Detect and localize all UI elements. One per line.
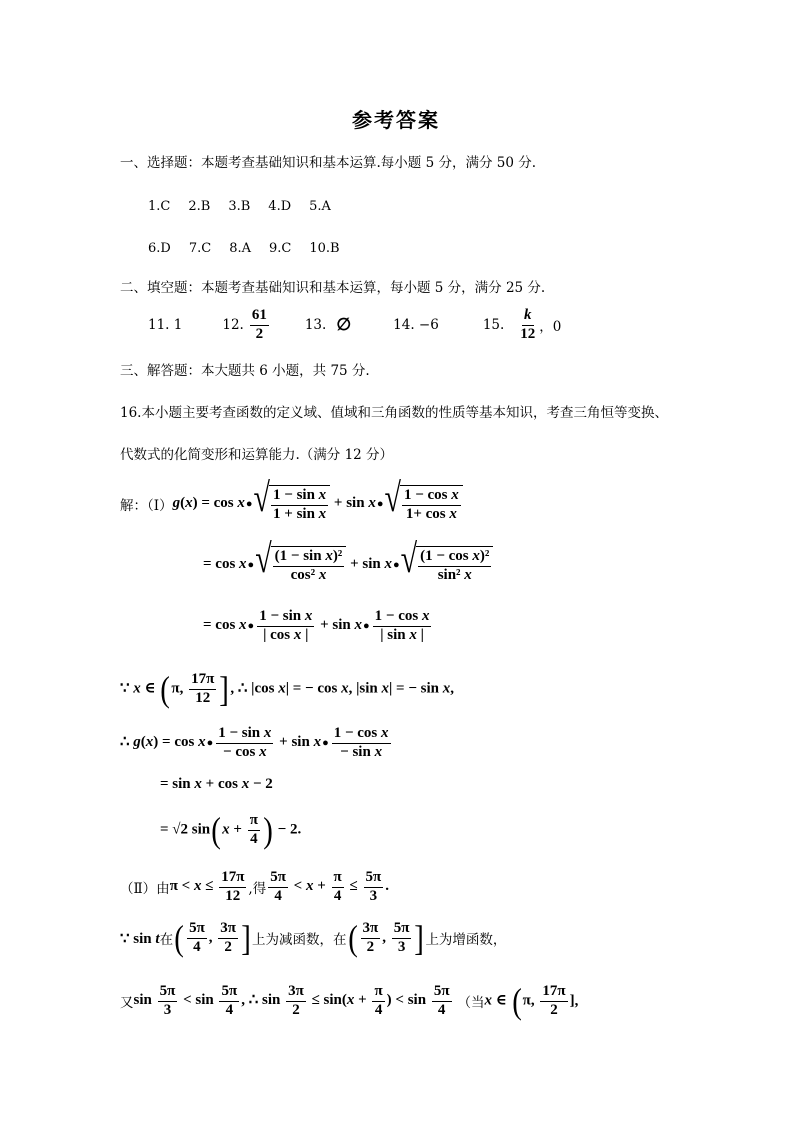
answer-item: 9.C bbox=[268, 241, 292, 256]
page-title: 参考答案 bbox=[352, 108, 440, 132]
math-expression: ∵ sin t bbox=[120, 930, 160, 947]
text-increasing: 上为增函数， bbox=[425, 932, 507, 948]
answer-item: 6.D bbox=[148, 241, 171, 256]
math-expression: ( $\frac{5\pi}{4}$ , $\frac{3\pi}{2}$ ] bbox=[174, 918, 251, 958]
equation-final bbox=[160, 806, 301, 854]
empty-set-symbol: ∅ bbox=[336, 315, 352, 334]
answer-item: 7.C bbox=[188, 241, 212, 256]
answer-15-fraction: $\frac{k}{12}$ bbox=[520, 307, 536, 342]
text-decreasing: 上为减函数，在 bbox=[252, 932, 347, 948]
text-de: ,得 bbox=[248, 881, 267, 897]
section2-heading: 二、填空题：本题考查基础知识和基本运算，每小题 5 分，满分 25 分. bbox=[120, 280, 546, 296]
math-expression: $\frac{5\pi}{4}$ < x + $\frac{\pi}{4}$ ≤ $\frac{5\pi}{3}$ . bbox=[270, 869, 389, 904]
section1-heading: 一、选择题：本题考查基础知识和基本运算.每小题 5 分，满分 50 分. bbox=[120, 155, 537, 171]
part2-line1 bbox=[120, 866, 389, 908]
text-zai: 在 bbox=[159, 932, 174, 948]
part2-line3 bbox=[120, 978, 578, 1024]
answer-15-tail: ，0 bbox=[539, 319, 562, 335]
equation-simplified: = sin x + cos x − 2 bbox=[160, 776, 273, 792]
math-expression: ∵ x ∈ (π, $\frac{17\pi}{12}$ ], ∴ |cos x| = − cos x, |sin x| = − sin x, bbox=[120, 669, 454, 709]
answer-item: 1.C bbox=[148, 199, 171, 214]
answer-11: 11. 1 bbox=[148, 317, 183, 333]
text-dang: （当 bbox=[457, 995, 485, 1011]
math-expression: = cos x● √ $\frac{\text{(1 − sin x)²}}{\text{cos² x}}$ + sin x● √ $\frac{\text{(1 − cos x)²}}{\text{sin² x}}$ bbox=[203, 546, 493, 584]
answer-15-label: 15. bbox=[482, 317, 505, 333]
solution-label: 解：（Ⅰ） bbox=[120, 498, 173, 514]
part2-label: （Ⅱ）由 bbox=[120, 881, 170, 897]
math-expression: ( $\frac{3\pi}{2}$ , $\frac{5\pi}{3}$ ] bbox=[347, 918, 425, 958]
answer-item: 8.A bbox=[229, 241, 251, 256]
answer-item: 10.B bbox=[309, 241, 340, 256]
section3-heading: 三、解答题：本大题共 6 小题，共 75 分. bbox=[120, 363, 370, 379]
math-expression: = cos x● $\frac{\text{1 − sin x}}{\text{| cos x |}}$ + sin x● $\frac{\text{1 − cos x}}{\text{| sin x |}}$ bbox=[203, 608, 430, 643]
answer-13-label: 13. bbox=[304, 317, 327, 333]
answer-item: 5.A bbox=[309, 199, 331, 214]
q16-description-line1: 16.本小题主要考查函数的定义域、值域和三角函数的性质等基本知识，考查三角恒等变换、 bbox=[120, 405, 668, 421]
part2-line2 bbox=[120, 915, 506, 961]
answer-item: 4.D bbox=[268, 199, 292, 214]
choice-answers-row1 bbox=[148, 195, 349, 214]
q16-description-line2: 代数式的化简变形和运算能力.（满分 12 分） bbox=[120, 447, 394, 463]
choice-answers-row2 bbox=[148, 237, 358, 256]
math-expression: x ∈ (π, $\frac{17\pi}{2}$ bbox=[484, 981, 566, 1021]
answer-item: 3.B bbox=[228, 199, 251, 214]
answer-14: 14. −6 bbox=[393, 317, 439, 333]
answer-12-label: 12. bbox=[222, 317, 244, 333]
math-expression: ∴ g(x) = cos x● $\frac{\text{1 − sin x}}{\text{− cos x}}$ + sin x● $\frac{\text{1 − cos x}}{\text{− sin x}}$ bbox=[120, 725, 389, 760]
math-expression: π < x ≤ $\frac{17\pi}{12}$ bbox=[169, 869, 245, 904]
equation-line-1 bbox=[120, 475, 463, 526]
answer-item: 2.B bbox=[188, 199, 211, 214]
equation-because bbox=[120, 666, 454, 712]
fill-answers-row bbox=[148, 304, 561, 346]
equation-line-2 bbox=[203, 536, 493, 589]
math-expression: sin $\frac{5\pi}{3}$ < sin $\frac{5\pi}{4}$ , ∴ sin $\frac{3\pi}{2}$ ≤ sin(x + $\frac{\pi}{4}$ ) < sin $\frac{5\pi}{4}$ bbox=[133, 983, 450, 1018]
answer-12-fraction: $\frac{61}{2}$ bbox=[251, 307, 267, 342]
equation-line-3 bbox=[203, 605, 433, 647]
equation-therefore bbox=[120, 722, 393, 764]
math-expression: g(x) = cos x● √ $\frac{\text{1 − sin x}}{\text{1 + sin x}}$ + sin x● √ $\frac{\text{1 − cos x}}{\text{1+ cos x}}$ bbox=[173, 485, 463, 523]
text-end: ], bbox=[569, 992, 579, 1009]
text-you: 又 bbox=[120, 995, 134, 1011]
math-expression: = √2 sin(x + $\frac{\pi}{4}$ ) − 2. bbox=[160, 810, 302, 850]
